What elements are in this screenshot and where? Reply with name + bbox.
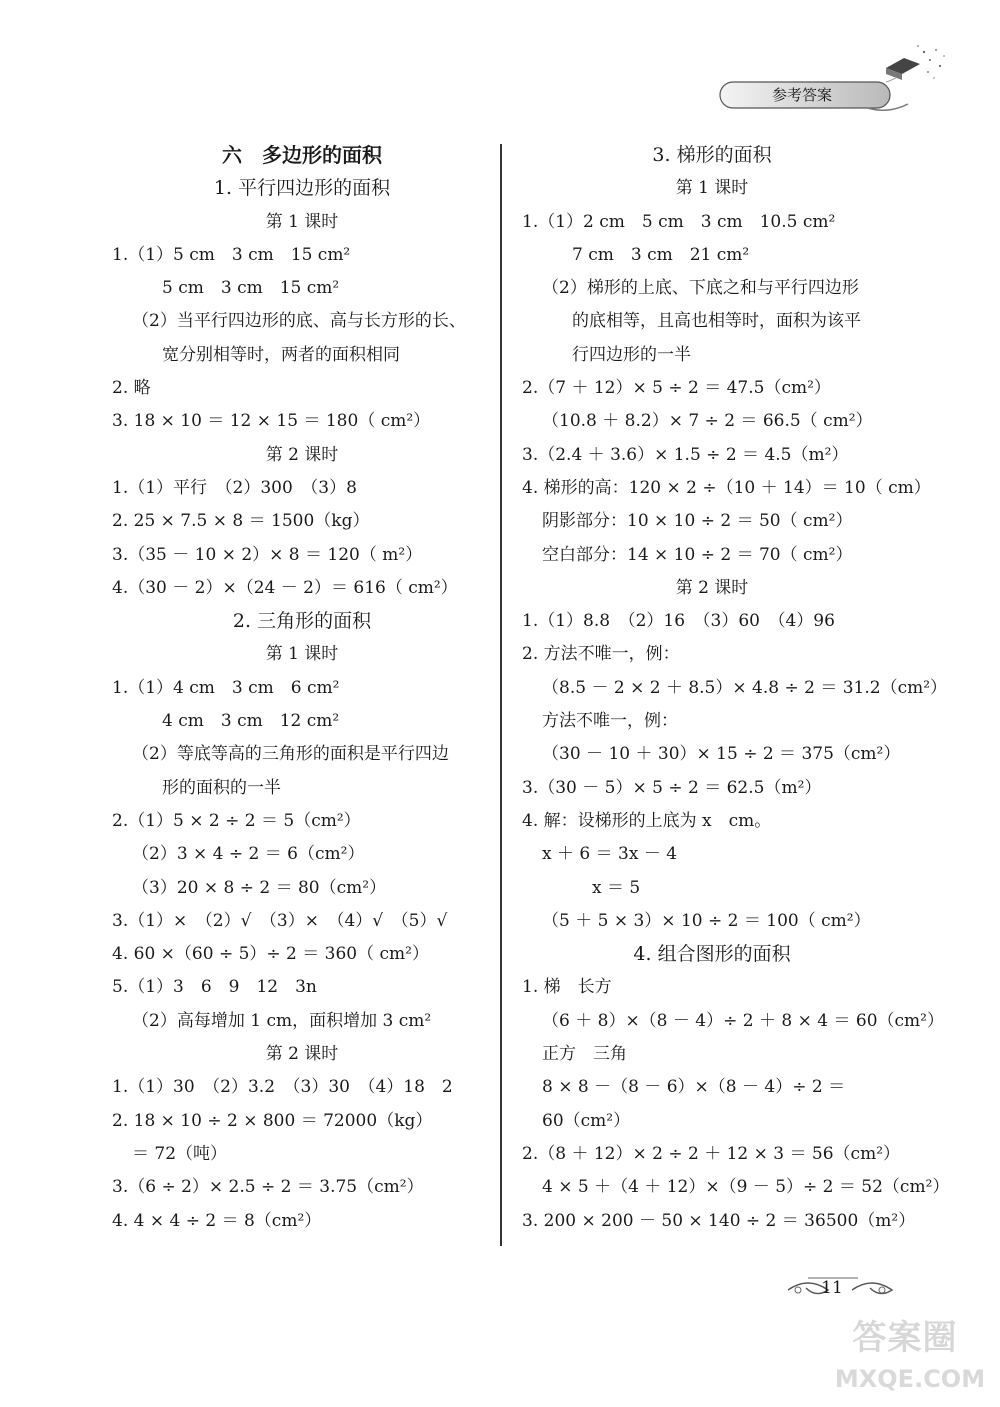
left-answer-line: 4 cm 3 cm 12 cm²	[162, 711, 340, 732]
right-answer-line: 1.（1）8.8 （2）16 （3）60 （4）96	[522, 611, 835, 632]
watermark-url: MXQE.COM	[834, 1365, 986, 1393]
left-answer-line: （3）20 × 8 ÷ 2 ＝ 80（cm²）	[132, 877, 387, 898]
left-column	[112, 139, 492, 1238]
banner-label: 参考答案	[771, 86, 832, 104]
right-answer-line: （6 ＋ 8）×（8 － 4）÷ 2 ＋ 8 × 4 ＝ 60（cm²）	[542, 1010, 944, 1031]
left-answer-line: 宽分别相等时，两者的面积相同	[162, 344, 400, 365]
right-answer-line: 空白部分：14 × 10 ÷ 2 ＝ 70（ cm²）	[542, 544, 853, 565]
watermark-logo: 答案圈	[852, 1318, 958, 1358]
book-sparkle-icon	[878, 42, 948, 90]
left-answer-line: 4. 60 ×（60 ÷ 5）÷ 2 ＝ 360（ cm²）	[112, 944, 429, 965]
left-answer-line: 第 2 课时	[265, 444, 339, 465]
left-answer-line: （2）高每增加 1 cm，面积增加 3 cm²	[132, 1010, 432, 1031]
left-answer-line: 第 2 课时	[265, 1044, 339, 1065]
right-answer-line: 阴影部分：10 × 10 ÷ 2 ＝ 50（ cm²）	[542, 511, 853, 532]
left-answer-line: ＝ 72（吨）	[132, 1143, 228, 1164]
right-answer-line: 4. 解：设梯形的上底为 x cm。	[522, 810, 772, 831]
page-number: 11	[821, 1278, 843, 1298]
right-answer-line: 2.（7 ＋ 12）× 5 ÷ 2 ＝ 47.5（cm²）	[522, 378, 831, 399]
right-answer-line: （30 － 10 ＋ 30）× 15 ÷ 2 ＝ 375（cm²）	[542, 744, 901, 765]
left-answer-line: 2. 三角形的面积	[232, 610, 372, 633]
left-answer-line: （2）当平行四边形的底、高与长方形的长、	[132, 311, 466, 332]
right-answer-line: 行四边形的一半	[572, 344, 691, 365]
left-answer-line: 1.（1）4 cm 3 cm 6 cm²	[112, 677, 340, 698]
right-answer-line: （10.8 ＋ 8.2）× 7 ÷ 2 ＝ 66.5（ cm²）	[542, 411, 873, 432]
right-answer-line: 2. 方法不唯一，例：	[522, 644, 680, 665]
right-answer-line: （5 ＋ 5 × 3）× 10 ÷ 2 ＝ 100（ cm²）	[542, 910, 871, 931]
left-answer-line: 1. 平行四边形的面积	[213, 177, 391, 200]
left-answer-line: 1.（1）5 cm 3 cm 15 cm²	[112, 244, 351, 265]
right-column	[522, 139, 950, 1238]
right-answer-line: 3. 梯形的面积	[652, 144, 772, 166]
right-answer-line: x ＋ 6 ＝ 3x － 4	[542, 844, 678, 865]
right-answer-line: 2.（8 ＋ 12）× 2 ÷ 2 ＋ 12 × 3 ＝ 56（cm²）	[522, 1143, 901, 1164]
right-answer-line: 第 1 课时	[675, 178, 749, 199]
right-answer-line: 的底相等，且高也相等时，面积为该平	[572, 311, 861, 332]
left-answer-line: 1.（1）平行 （2）300 （3）8	[112, 477, 357, 498]
right-answer-line: 3. 200 × 200 － 50 × 140 ÷ 2 ＝ 36500（m²）	[522, 1210, 916, 1231]
right-answer-line: x ＝ 5	[592, 877, 641, 898]
left-answer-line: 第 1 课时	[265, 644, 339, 665]
left-answer-line: 形的面积的一半	[162, 777, 281, 798]
left-answer-line: 3. 18 × 10 ＝ 12 × 15 ＝ 180（ cm²）	[112, 411, 431, 432]
left-answer-line: 1.（1）30 （2）3.2 （3）30 （4）18 2	[112, 1077, 453, 1098]
left-answer-line: 4.（30 － 2）×（24 － 2）＝ 616（ cm²）	[112, 577, 458, 598]
right-answer-line: 3.（2.4 ＋ 3.6）× 1.5 ÷ 2 ＝ 4.5（m²）	[522, 444, 849, 465]
right-answer-line: 7 cm 3 cm 21 cm²	[572, 244, 750, 265]
right-answer-line: 60（cm²）	[542, 1110, 631, 1131]
right-answer-line: 1. 梯 长方	[522, 977, 612, 998]
right-answer-line: 第 2 课时	[675, 577, 749, 598]
right-answer-line: 1.（1）2 cm 5 cm 3 cm 10.5 cm²	[522, 211, 836, 232]
left-answer-line: 5 cm 3 cm 15 cm²	[162, 278, 340, 299]
right-answer-line: 8 × 8 －（8 － 6）×（8 － 4）÷ 2 ＝	[542, 1077, 846, 1098]
left-answer-line: 2. 18 × 10 ÷ 2 × 800 ＝ 72000（kg）	[112, 1110, 433, 1131]
right-answer-line: （8.5 － 2 × 2 ＋ 8.5）× 4.8 ÷ 2 ＝ 31.2（cm²）	[542, 677, 948, 698]
left-answer-line: 第 1 课时	[265, 211, 339, 232]
right-answer-line: 3.（30 － 5）× 5 ÷ 2 ＝ 62.5（m²）	[522, 777, 822, 798]
column-divider	[500, 144, 502, 1246]
left-answer-line: 3.（1）× （2）√ （3）× （4）√ （5）√	[112, 910, 448, 931]
left-answer-line: 4. 4 × 4 ÷ 2 ＝ 8（cm²）	[112, 1210, 322, 1231]
left-answer-line: 3.（35 － 10 × 2）× 8 ＝ 120（ m²）	[112, 544, 423, 565]
right-answer-line: 4 × 5 ＋（4 ＋ 12）×（9 － 5）÷ 2 ＝ 52（cm²）	[542, 1177, 950, 1198]
left-answer-line: （2）3 × 4 ÷ 2 ＝ 6（cm²）	[132, 844, 365, 865]
right-answer-line: 正方 三角	[542, 1044, 627, 1065]
right-answer-line: 4. 组合图形的面积	[633, 943, 791, 966]
left-answer-line: （2）等底等高的三角形的面积是平行四边	[132, 744, 449, 765]
left-answer-line: 2. 25 × 7.5 × 8 ＝ 1500（kg）	[112, 511, 370, 532]
left-answer-line: 六 多边形的面积	[222, 143, 382, 167]
right-answer-line: 4. 梯形的高：120 × 2 ÷（10 ＋ 14）＝ 10（ cm）	[522, 477, 931, 498]
left-answer-line: 5.（1）3 6 9 12 3n	[112, 977, 317, 998]
left-answer-line: 2.（1）5 × 2 ÷ 2 ＝ 5（cm²）	[112, 810, 361, 831]
right-answer-line: （2）梯形的上底、下底之和与平行四边形	[542, 278, 859, 299]
left-answer-line: 3.（6 ÷ 2）× 2.5 ÷ 2 ＝ 3.75（cm²）	[112, 1177, 424, 1198]
left-answer-line: 2. 略	[112, 378, 151, 399]
right-answer-line: 方法不唯一，例：	[542, 711, 678, 732]
